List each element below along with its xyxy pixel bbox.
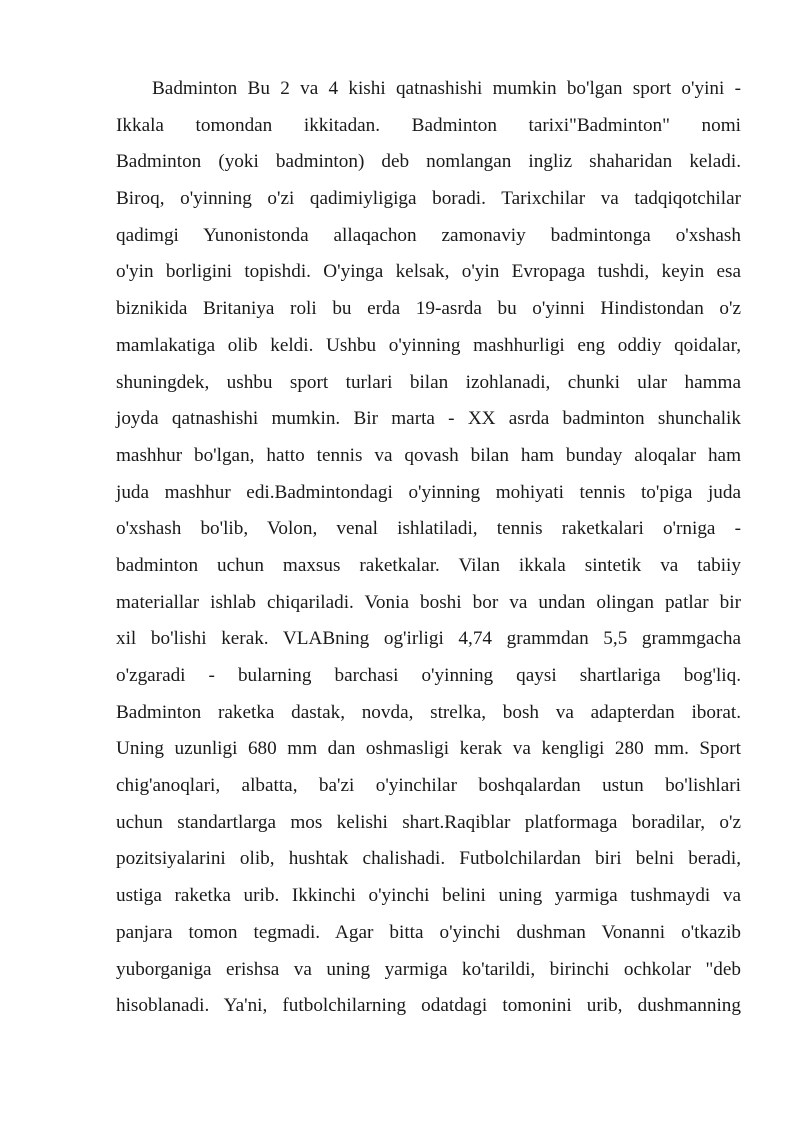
- text-line: uchun standartlarga mos kelishi shart.Raqiblar platformaga boradilar, o'z: [116, 811, 741, 833]
- text-line: xil bo'lishi kerak. VLABning og'irligi 4,74 grammdan 5,5 grammgacha: [116, 628, 741, 650]
- text-line: o'yin borligini topishdi. O'yinga kelsak, o'yin Evropaga tushdi, keyin esa: [116, 261, 741, 283]
- text-line: shuningdek, ushbu sport turlari bilan izohlanadi, chunki ular hamma: [116, 371, 741, 393]
- text-line: materiallar ishlab chiqariladi. Vonia boshi bor va undan olingan patlar bir: [116, 591, 741, 613]
- text-line: Ikkala tomondan ikkitadan. Badminton tarixi"Badminton" nomi: [116, 114, 741, 136]
- text-line: ustiga raketka urib. Ikkinchi o'yinchi belini uning yarmiga tushmaydi va: [116, 885, 741, 907]
- text-line: mamlakatiga olib keldi. Ushbu o'yinning mashhurligi eng oddiy qoidalar,: [116, 334, 741, 356]
- text-line: o'zgaradi - bularning barchasi o'yinning qaysi shartlariga bog'liq.: [116, 665, 741, 686]
- text-line: qadimgi Yunonistonda allaqachon zamonaviy badmintonga o'xshash: [116, 224, 741, 246]
- text-line: panjara tomon tegmadi. Agar bitta o'yinchi dushman Vonanni o'tkazib: [116, 921, 741, 943]
- text-line: badminton uchun maxsus raketkalar. Vilan ikkala sintetik va tabiiy: [116, 554, 741, 576]
- text-line: hisoblanadi. Ya'ni, futbolchilarning odatdagi tomonini urib, dushmanning: [116, 995, 741, 1017]
- text-line: pozitsiyalarini olib, hushtak chalishadi. Futbolchilardan biri belni beradi,: [116, 848, 741, 870]
- text-line: juda mashhur edi.Badmintondagi o'yinning mohiyati tennis to'piga juda: [116, 481, 741, 503]
- text-line: Biroq, o'yinning o'zi qadimiyligiga boradi. Tarixchilar va tadqiqotchilar: [116, 188, 741, 210]
- text-line: yuborganiga erishsa va uning yarmiga ko'tarildi, birinchi ochkolar "deb: [116, 958, 741, 980]
- text-line: o'xshash bo'lib, Volon, venal ishlatiladi, tennis raketkalari o'rniga -: [116, 518, 741, 540]
- text-line: Badminton raketka dastak, novda, strelka, bosh va adapterdan iborat.: [116, 701, 741, 723]
- text-line: Uning uzunligi 680 mm dan oshmasligi kerak va kengligi 280 mm. Sport: [116, 738, 741, 760]
- body-paragraph: [116, 71, 741, 1025]
- text-line: Badminton (yoki badminton) deb nomlangan ingliz shaharidan keladi.: [116, 151, 741, 173]
- text-line: joyda qatnashishi mumkin. Bir marta - XX asrda badminton shunchalik: [116, 408, 741, 430]
- text-line: Badminton Bu 2 va 4 kishi qatnashishi mumkin bo'lgan sport o'yini -: [152, 78, 741, 99]
- text-line: biznikida Britaniya roli bu erda 19-asrda bu o'yinni Hindistondan o'z: [116, 298, 741, 320]
- text-line: chig'anoqlari, albatta, ba'zi o'yinchilar boshqalardan ustun bo'lishlari: [116, 775, 741, 797]
- text-line: mashhur bo'lgan, hatto tennis va qovash bilan ham bunday aloqalar ham: [116, 444, 741, 466]
